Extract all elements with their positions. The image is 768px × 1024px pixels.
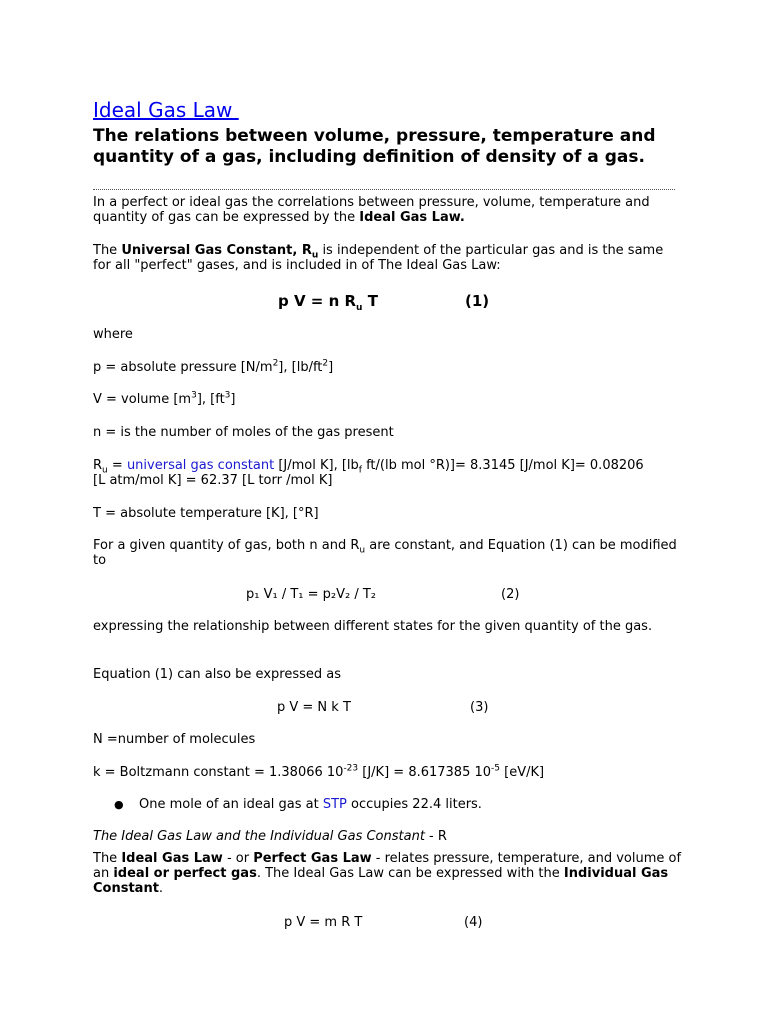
equation-4-number: (4) — [464, 915, 483, 930]
equation-1: p V = n $R_u$ T — [278, 292, 378, 313]
equation-also-text: Equation (1) can also be expressed as — [93, 667, 341, 682]
expressing-paragraph: expressing the relationship between different states for the given quantity of the gas. — [93, 619, 653, 634]
dotted-divider — [93, 189, 675, 190]
ideal-gas-law-paragraph: The Ideal Gas Law - or Perfect Gas Law - relates pressure, temperature, and volume of an ideal or perfect gas. The Ideal Gas Law can be expressed with the Individual Gas Constant. — [93, 851, 682, 896]
stp-bullet-item: One mole of an ideal gas at STP occupies 22.4 liters. — [139, 797, 482, 812]
bullet-icon: ● — [114, 798, 124, 811]
equation-2-number: (2) — [501, 587, 520, 602]
universal-gas-constant-link[interactable]: universal gas constant — [126, 458, 275, 473]
given-paragraph: For a given quantity of gas, both n and $R_u$ are constant, and Equation (1) can be modified to — [93, 538, 677, 568]
equation-3-number: (3) — [470, 700, 489, 715]
definition-t: T = absolute temperature [K], [°R] — [93, 506, 319, 521]
section-heading: The Ideal Gas Law and the Individual Gas Constant - R — [93, 829, 447, 844]
definition-n: n = is the number of moles of the gas present — [93, 425, 394, 440]
equation-4: p V = m R T — [284, 915, 363, 930]
definition-k: k = Boltzmann constant = 1.38066 $10^{-23}$ [J/K] = 8.617385 $10^{-5}$ [eV/K] — [93, 763, 545, 780]
where-label: where — [93, 327, 133, 342]
definition-v: V = volume $[m^3]$, $[ft^3]$ — [93, 390, 236, 407]
equation-3: p V = N k T — [277, 700, 351, 715]
definition-r: $R_u$ = universal gas constant [J/mol K], [$lb_f$ ft/(lb mol °R)]= 8.3145 [J/mol K]= 0.08206 [L atm/mol K] = 62.37 [L torr /mol K] — [93, 458, 644, 488]
definition-p: p = absolute pressure $[N/m^2]$, $[lb/ft^2]$ — [93, 358, 334, 375]
title-link[interactable]: Ideal Gas Law — [93, 98, 239, 122]
intro-paragraph: In a perfect or ideal gas the correlations between pressure, volume, temperature and quantity of gas can be expressed by the Ideal Gas Law. — [93, 195, 650, 225]
equation-2: p₁ V₁ / T₁ = p₂V₂ / T₂ — [246, 587, 377, 602]
equation-1-number: (1) — [465, 292, 490, 310]
ugc-paragraph: The Universal Gas Constant, $R_u$ is independent of the particular gas and is the same for all "perfect" gases, and is included in of The Ideal Gas Law: — [93, 243, 664, 273]
definition-N: N =number of molecules — [93, 732, 256, 747]
stp-link[interactable]: STP — [322, 797, 347, 812]
page-subtitle: The relations between volume, pressure, temperature and quantity of a gas, including definition of density of a gas. — [93, 126, 656, 167]
